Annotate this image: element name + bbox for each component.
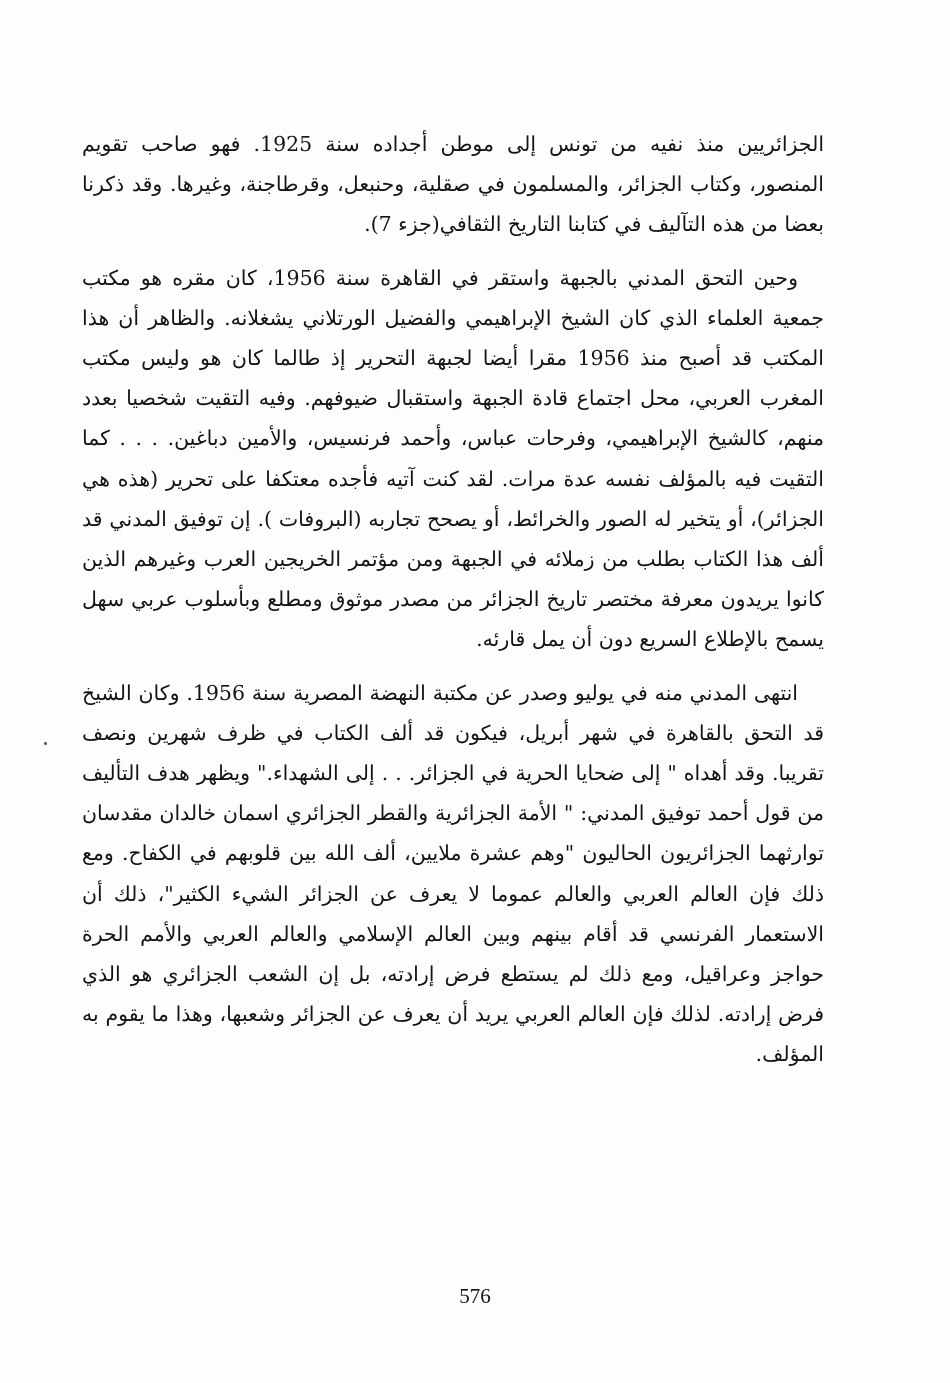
page-body xyxy=(82,124,824,1088)
paragraph-2: وحين التحق المدني بالجبهة واستقر في القاهرة سنة 1956، كان مقره هو مكتب جمعية العلماء الذي كان الشيخ الإبراهيمي والفضيل الورتلاني يشغلانه. والظاهر أن هذا المكتب قد أصبح منذ 1956 مقرا أيضا لجبهة التحرير إذ طالما كان هو وليس مكتب المغرب العربي، محل اجتماع قادة الجبهة واستقبال ضيوفهم. وفيه التقيت شخصيا بعدد منهم، كالشيخ الإبراهيمي، وفرحات عباس، وأحمد فرنسيس، والأمين دباغين. . . . كما التقيت فيه بالمؤلف نفسه عدة مرات. لقد كنت آتيه فأجده معتكفا على تحرير (هذه هي الجزائر)، أو يتخير له الصور والخرائط، أو يصحح تجاربه (البروفات ). إن توفيق المدني قد ألف هذا الكتاب بطلب من زملائه في الجبهة ومن مؤتمر الخريجين العرب وغيرهم الذين كانوا يريدون معرفة مختصر تاريخ الجزائر من مصدر موثوق ومطلع وبأسلوب عربي سهل يسمح بالإطلاع السريع دون أن يمل قارئه. xyxy=(82,265,824,652)
paragraph-3: انتهى المدني منه في يوليو وصدر عن مكتبة النهضة المصرية سنة 1956. وكان الشيخ قد التحق بالقاهرة في شهر أبريل، فيكون قد ألف الكتاب في ظرف شهرين ونصف تقريبا. وقد أهداه " إلى ضحايا الحرية في الجزائر. . . إلى الشهداء." ويظهر هدف التأليف من قول أحمد توفيق المدني: " الأمة الجزائرية والقطر الجزائري اسمان خالدان مقدسان توارثهما الجزائريون الحاليون "وهم عشرة ملايين، ألف الله بين قلوبهم في الكفاح. ومع ذلك فإن العالم العربي والعالم عموما لا يعرف عن الجزائر الشيء الكثير"، ذلك أن الاستعمار الفرنسي قد أقام بينهم وبين العالم الإسلامي والعالم العربي والأمم الحرة حواجز وعراقيل، ومع ذلك لم يستطع فرض إرادته، بل إن الشعب الجزائري هو الذي فرض إرادته. لذلك فإن العالم العربي يريد أن يعرف عن الجزائر وشعبها، وهذا ما يقوم به المؤلف. xyxy=(82,680,824,1067)
page-number: 576 xyxy=(459,1284,491,1308)
paragraph-1: الجزائريين منذ نفيه من تونس إلى موطن أجداده سنة 1925. فهو صاحب تقويم المنصور، وكتاب الجزائر، والمسلمون في صقلية، وحنبعل، وقرطاجنة، وغيرها. وقد ذكرنا بعضا من هذه التآليف في كتابنا التاريخ الثقافي(جزء 7). xyxy=(82,132,825,237)
scan-speck xyxy=(44,742,47,745)
